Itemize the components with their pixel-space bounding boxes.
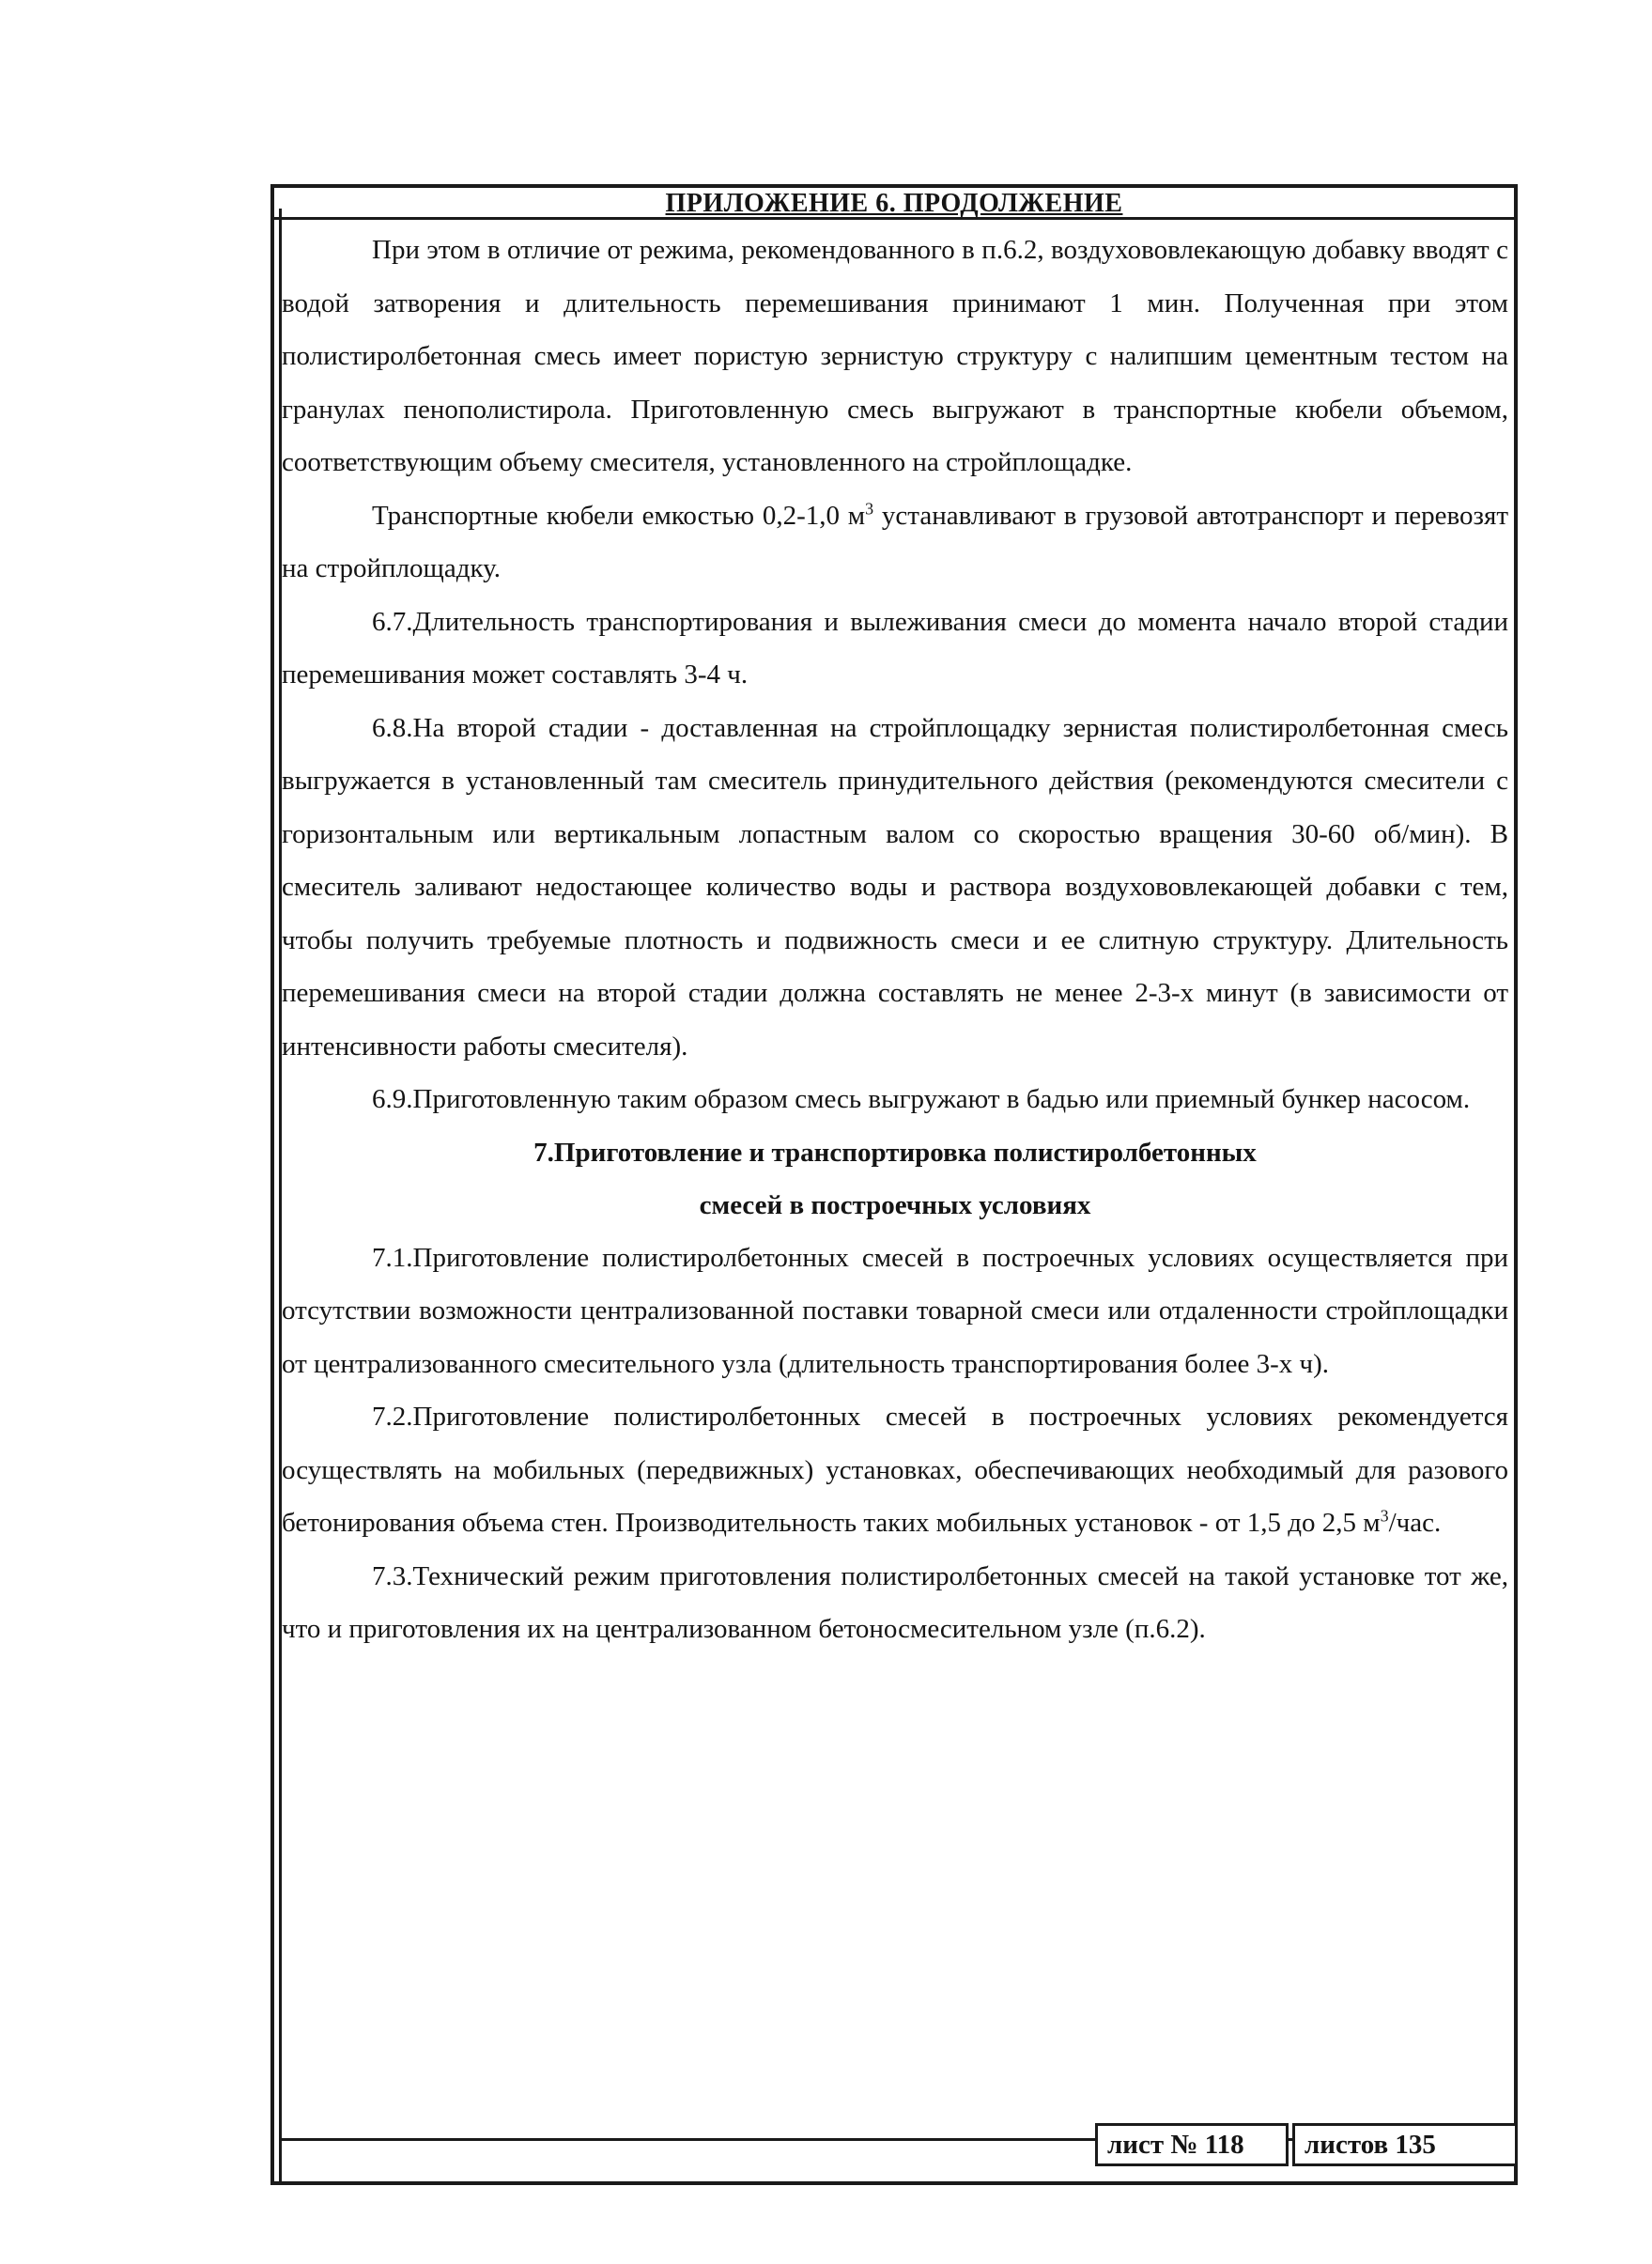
- paragraph-6-8: 6.8.На второй стадии - доставленная на стройплощадку зернистая полистиролбетонная смесь выгружается в установленный там смеситель принудительного действия (рекомендуются смесители с горизонтальным или вертикальным лопастным валом со скоростью вращения 30-60 об/мин). В смеситель заливают недостающее количество воды и раствора воздухововлекающей добавки с тем, чтобы получить требуемые плотность и подвижность смеси и ее слитную структуру. Длительность перемешивания смеси на второй стадии должна составлять не менее 2-3-х минут (в зависимости от интенсивности работы смесителя).: [282, 712, 1508, 1062]
- superscript: 3: [865, 498, 874, 518]
- paragraph-text: 7.2.Приготовление полистиролбетонных смесей в построечных условиях рекомендуется осуществлять на мобильных (передвижных) установках, обеспечивающих необходимый для разового бетонирования объема стен. Производительность таких мобильных установок - от 1,5 до 2,5 м: [282, 1402, 1508, 1538]
- paragraph-intro: При этом в отличие от режима, рекомендованного в п.6.2, воздухововлекающую добавку вводят с водой затворения и длительность перемешивания принимают 1 мин. Полученная при этом полистиролбетонная смесь имеет пористую зернистую структуру с налипшим цементным тестом на гранулах пенополистирола. Приготовленную смесь выгружают в транспортные кюбели объемом, соответствующим объему смесителя, установленного на стройплощадке.: [282, 235, 1508, 477]
- paragraph-6-9: 6.9.Приготовленную таким образом смесь выгружают в бадью или приемный бункер насосом.: [372, 1084, 1471, 1114]
- section-title-line2: смесей в построечных условиях: [699, 1189, 1091, 1220]
- appendix-title: ПРИЛОЖЕНИЕ 6. ПРОДОЛЖЕНИЕ: [665, 189, 1123, 218]
- paragraph-text: Транспортные кюбели емкостью 0,2-1,0 м: [372, 500, 866, 531]
- document-body: [282, 224, 1508, 1656]
- paragraph-7-1: 7.1.Приготовление полистиролбетонных смесей в построечных условиях осуществляется при отсутствии возможности централизованной поставки товарной смеси или отдаленности стройплощадки от централизованного смесительного узла (длительность транспортирования более 3-х ч).: [282, 1242, 1508, 1379]
- paragraph-7-2: [282, 1390, 1508, 1550]
- superscript: 3: [1380, 1506, 1389, 1526]
- paragraph-7-3: 7.3.Технический режим приготовления полистиролбетонных смесей на такой установке тот же, что и приготовления их на централизованном бетоносмесительном узле (п.6.2).: [282, 1560, 1508, 1644]
- sheet-number: лист № 118: [1107, 2130, 1244, 2160]
- paragraph-text: /час.: [1388, 1508, 1442, 1538]
- appendix-header: [274, 188, 1514, 220]
- section-title-line1: 7.Приготовление и транспортировка полистиролбетонных: [533, 1137, 1257, 1168]
- sheet-total-box: [1292, 2123, 1518, 2166]
- sheet-number-box: [1095, 2123, 1289, 2166]
- paragraph-text: устанавливают в грузовой автотранспорт и перевозят на стройплощадку.: [282, 500, 1508, 583]
- paragraph-6-7: 6.7.Длительность транспортирования и вылеживания смеси до момента начало второй стадии перемешивания может составлять 3-4 ч.: [282, 606, 1508, 690]
- sheet-total: листов 135: [1305, 2130, 1436, 2160]
- paragraph-transport-containers: [282, 489, 1508, 596]
- section-title: [282, 1126, 1508, 1232]
